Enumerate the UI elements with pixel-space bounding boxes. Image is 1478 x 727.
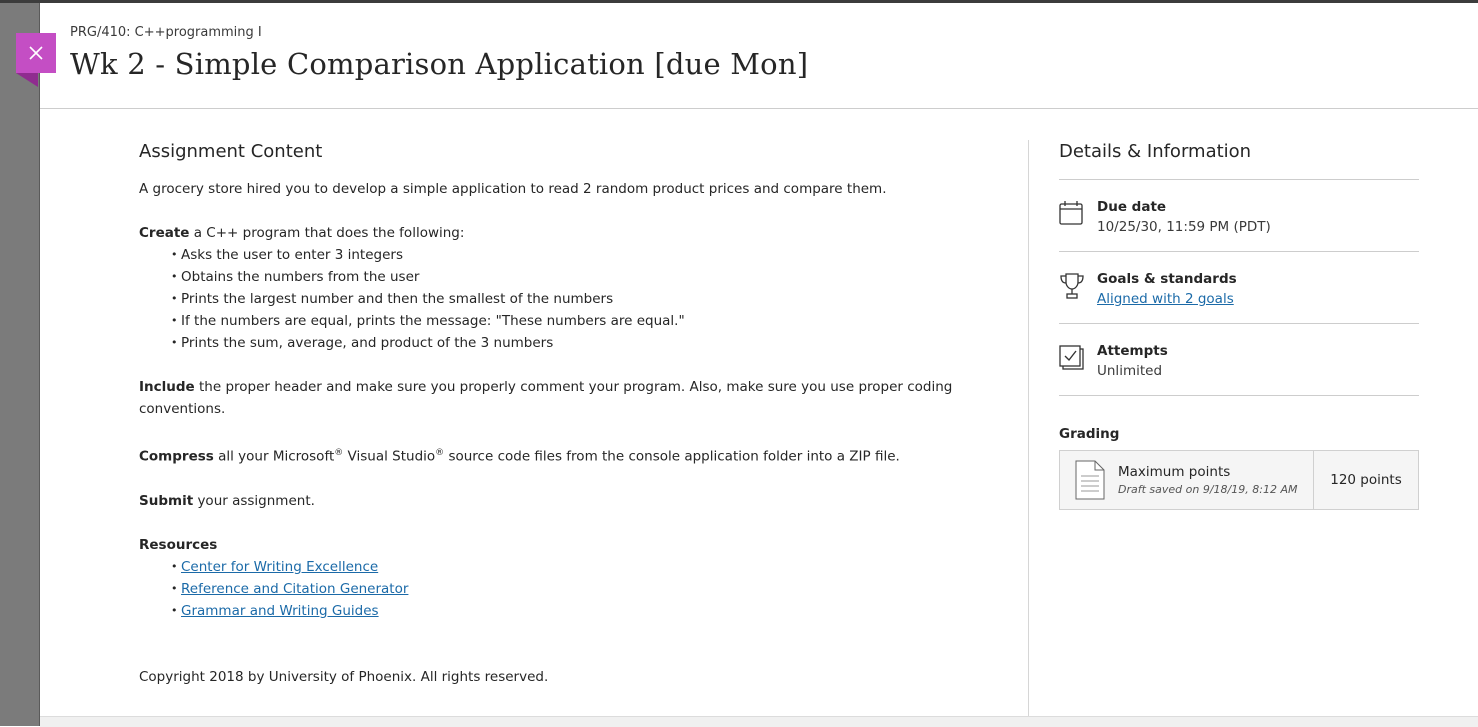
bottom-edge [40,716,1478,727]
requirements-list [139,244,969,354]
divider [1059,395,1419,396]
list-item [171,600,969,622]
close-button[interactable] [16,33,56,73]
due-date-label: Due date [1097,199,1167,215]
calendar-icon [1059,200,1083,226]
submit-paragraph [139,490,969,512]
create-bold: Create [139,225,190,241]
draft-saved-text: Draft saved on 9/18/19, 8:12 AM [1118,483,1298,496]
trophy-icon [1059,272,1085,300]
grading-box[interactable] [1059,450,1419,510]
resources-list [139,556,969,622]
goals-value [1097,289,1234,309]
attempts-row [1059,324,1419,395]
close-icon [28,45,44,61]
column-divider [1028,140,1029,726]
list-item [171,578,969,600]
include-text: the proper header and make sure you properly comment your program. Also, make sure you use proper coding conventions. [139,379,953,417]
details-panel [1059,140,1419,510]
maximum-points-label: Maximum points [1118,464,1231,480]
include-paragraph [139,376,969,420]
list-item: • Obtains the numbers from the user [171,266,969,288]
close-button-fold [16,73,38,87]
list-item: • If the numbers are equal, prints the message: "These numbers are equal." [171,310,969,332]
create-paragraph [139,222,969,244]
resource-link-writing-excellence[interactable]: Center for Writing Excellence [181,558,379,575]
registered-mark: ® [435,448,445,458]
header-divider [40,108,1478,109]
background-overlay [0,3,39,726]
page-header [70,22,808,81]
due-date-value: 10/25/30, 11:59 PM (PDT) [1097,219,1271,235]
compress-bold: Compress [139,448,214,465]
list-item: • Prints the largest number and then the smallest of the numbers [171,288,969,310]
resources-heading [139,534,969,556]
submit-text: your assignment. [193,492,315,509]
goals-label: Goals & standards [1097,271,1237,287]
resource-link-grammar-guides[interactable]: Grammar and Writing Guides [181,602,379,619]
submit-bold: Submit [139,492,194,509]
attempts-value: Unlimited [1097,363,1163,379]
page-title: Wk 2 - Simple Comparison Application [due Mon] [70,47,809,81]
due-date-row [1059,180,1419,251]
course-name: PRG/410: C++programming I [70,25,262,40]
checkbox-icon [1059,344,1085,372]
document-icon [1075,460,1105,500]
list-item [171,556,969,578]
compress-text-1: all your Microsoft [213,448,335,465]
compress-text-2: Visual Studio [343,448,436,465]
copyright-text: Copyright 2018 by University of Phoenix. All rights reserved. [139,668,549,685]
resources-title: Resources [139,536,218,553]
intro-text: A grocery store hired you to develop a simple application to read 2 random product prices and compare them. [139,181,887,197]
assignment-content-title: Assignment Content [139,141,323,162]
resource-link-citation-generator[interactable]: Reference and Citation Generator [181,580,409,597]
points-value: 120 points [1330,472,1402,488]
aligned-goals-link[interactable]: Aligned with 2 goals [1097,291,1234,307]
assignment-content [139,140,969,688]
create-text: a C++ program that does the following: [189,225,465,241]
list-item: • Asks the user to enter 3 integers [171,244,969,266]
panel-edge [39,3,40,726]
attempts-label: Attempts [1097,343,1168,359]
registered-mark: ® [334,448,344,458]
grading-label: Grading [1059,426,1120,442]
list-item: • Prints the sum, average, and product of the 3 numbers [171,332,969,354]
include-bold: Include [139,379,195,395]
compress-paragraph [139,442,969,468]
compress-text-3: source code files from the console application folder into a ZIP file. [444,448,900,465]
details-title: Details & Information [1059,141,1252,162]
goals-row [1059,252,1419,323]
